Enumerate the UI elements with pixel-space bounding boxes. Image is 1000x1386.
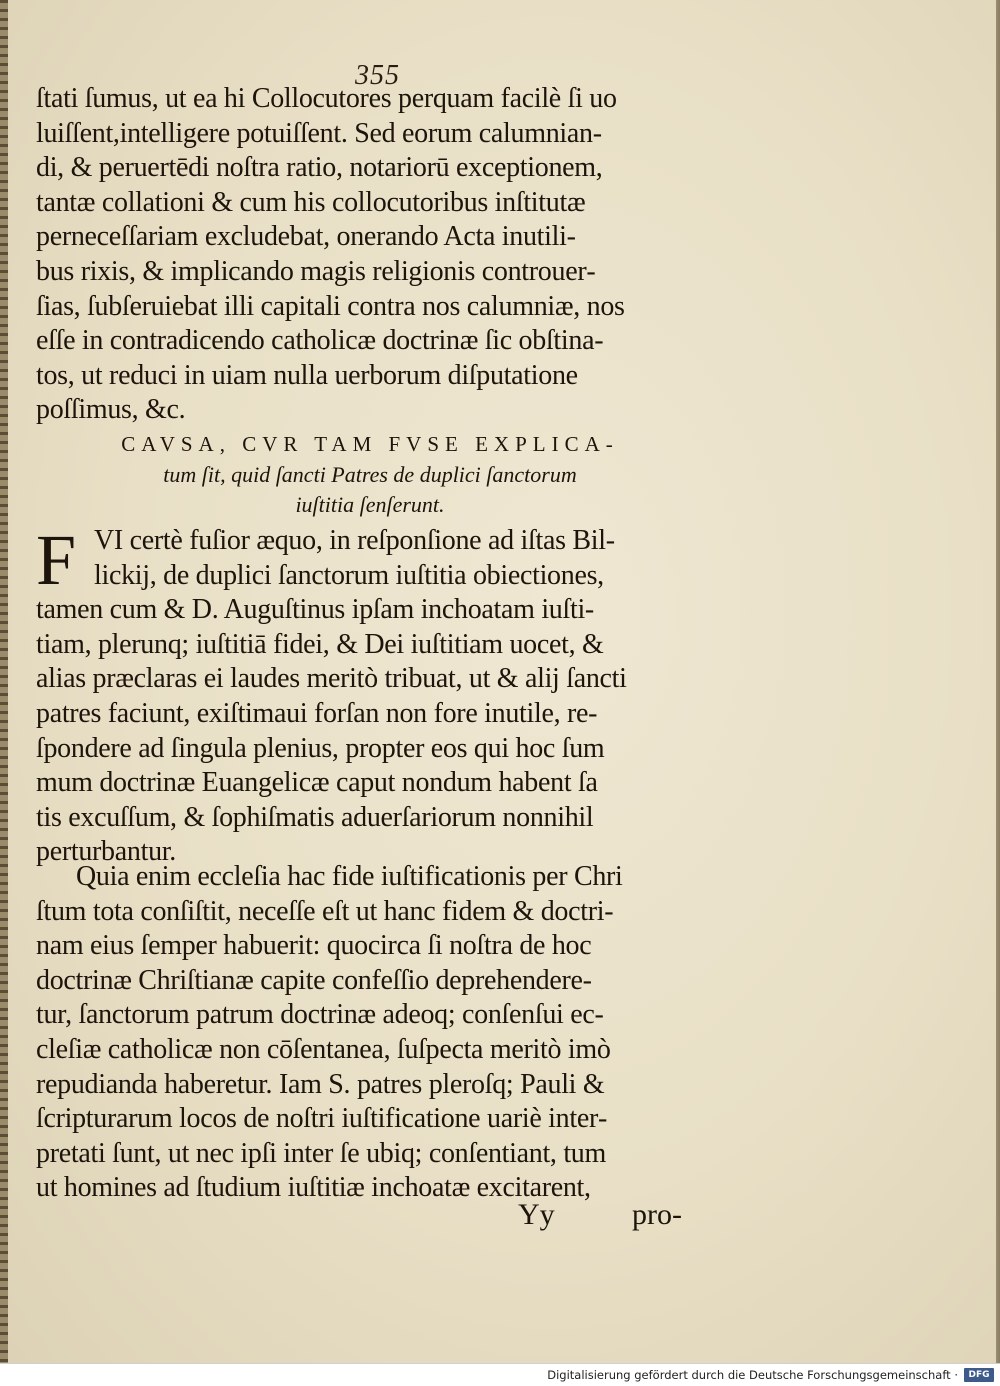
text-line: bus rixis, & implicando magis religionis controuer‑ (36, 255, 596, 287)
paragraph-dropcap (36, 520, 696, 870)
text-line: VI certè fuſior æquo, in reſponſione ad iſtas Bil‑ (94, 525, 615, 556)
signature-mark: Yy (518, 1198, 555, 1231)
section-heading (30, 428, 710, 520)
text-line: perturbantur. (36, 836, 176, 868)
page-number: 355 (355, 60, 400, 91)
paragraph-continued (36, 82, 696, 428)
heading-line-3: iuſtitia ſenſerunt. (295, 492, 445, 517)
text-line: tamen cum & D. Auguſtinus ipſam inchoatam iuſti‑ (36, 594, 594, 626)
text-line: perneceſſariam excludebat, onerando Acta inutili‑ (36, 221, 576, 253)
dfg-logo-icon[interactable]: DFG (964, 1368, 994, 1382)
text-line: repudianda haberetur. Iam S. patres pleroſq; Pauli & (36, 1068, 605, 1100)
text-line: ut homines ad ſtudium iuſtitiæ inchoatæ excitarent, (36, 1172, 591, 1204)
heading-line-1: CAVSA, CVR TAM FVSE EXPLICA‑ (121, 432, 619, 456)
drop-capital: F (36, 520, 77, 600)
credit-bar (0, 1363, 1000, 1386)
heading-line-2: tum ſit, quid ſancti Patres de duplici ſanctorum (163, 462, 577, 487)
text-line: tis excuſſum, & ſophiſmatis aduerſariorum nonnihil (36, 801, 594, 833)
text-line: ſtum tota conſiſtit, neceſſe eſt ut hanc fidem & doctri‑ (36, 895, 614, 927)
text-line: Quia enim eccleſia hac fide iuſtificationis per Chri (76, 861, 623, 892)
text-line: tantæ collationi & cum his collocutoribus inſtitutæ (36, 186, 586, 218)
catchword: pro‑ (632, 1198, 682, 1231)
paragraph-quia (36, 860, 696, 1206)
text-line: patres faciunt, exiſtimaui forſan non fore inutile, re‑ (36, 697, 598, 729)
text-line: doctrinæ Chriſtianæ capite confeſſio deprehendere‑ (36, 964, 592, 996)
page-foot (0, 1198, 1000, 1238)
text-line: nam eius ſemper habuerit: quocirca ſi noſtra de hoc (36, 930, 592, 962)
funding-credit: Digitalisierung gefördert durch die Deutsche Forschungsgemeinschaft · (547, 1368, 958, 1382)
page-edge-ruler (0, 0, 8, 1363)
text-line: ſtati ſumus, ut ea hi Collocutores perquam facilè ſi uo (36, 83, 617, 114)
text-line: tos, ut reduci in uiam nulla uerborum diſputatione (36, 359, 578, 391)
text-line: di, & peruertēdi noſtra ratio, notariorū exceptionem, (36, 152, 603, 184)
text-line: ſias, ſubſeruiebat illi capitali contra nos calumniæ, nos (36, 290, 625, 322)
text-line: cleſiæ catholicæ non cōſentanea, ſuſpecta meritò imò (36, 1033, 611, 1065)
text-line: alias præclaras ei laudes meritò tribuat, ut & alij ſancti (36, 663, 627, 695)
text-line: ſcripturarum locos de noſtri iuſtificatione uariè inter‑ (36, 1103, 607, 1135)
text-line: luiſſent,intelligere potuiſſent. Sed eorum calumnian‑ (36, 117, 602, 149)
text-line: pretati ſunt, ut nec ipſi inter ſe ubiq; conſentiant, tum (36, 1137, 606, 1169)
text-line: poſſimus, &c. (36, 394, 186, 426)
text-line: lickij, de duplici ſanctorum iuſtitia obiectiones, (94, 559, 604, 591)
text-line: eſſe in contradicendo catholicæ doctrinæ ſic obſtina‑ (36, 325, 604, 357)
text-line: ſpondere ad ſingula plenius, propter eos qui hoc ſum (36, 732, 605, 764)
text-line: mum doctrinæ Euangelicæ caput nondum habent ſa (36, 767, 598, 799)
text-line: tiam, plerunq; iuſtitiā fidei, & Dei iuſtitiam uocet, & (36, 628, 604, 660)
text-line: tur, ſanctorum patrum doctrinæ adeoq; conſenſui ec‑ (36, 999, 604, 1031)
